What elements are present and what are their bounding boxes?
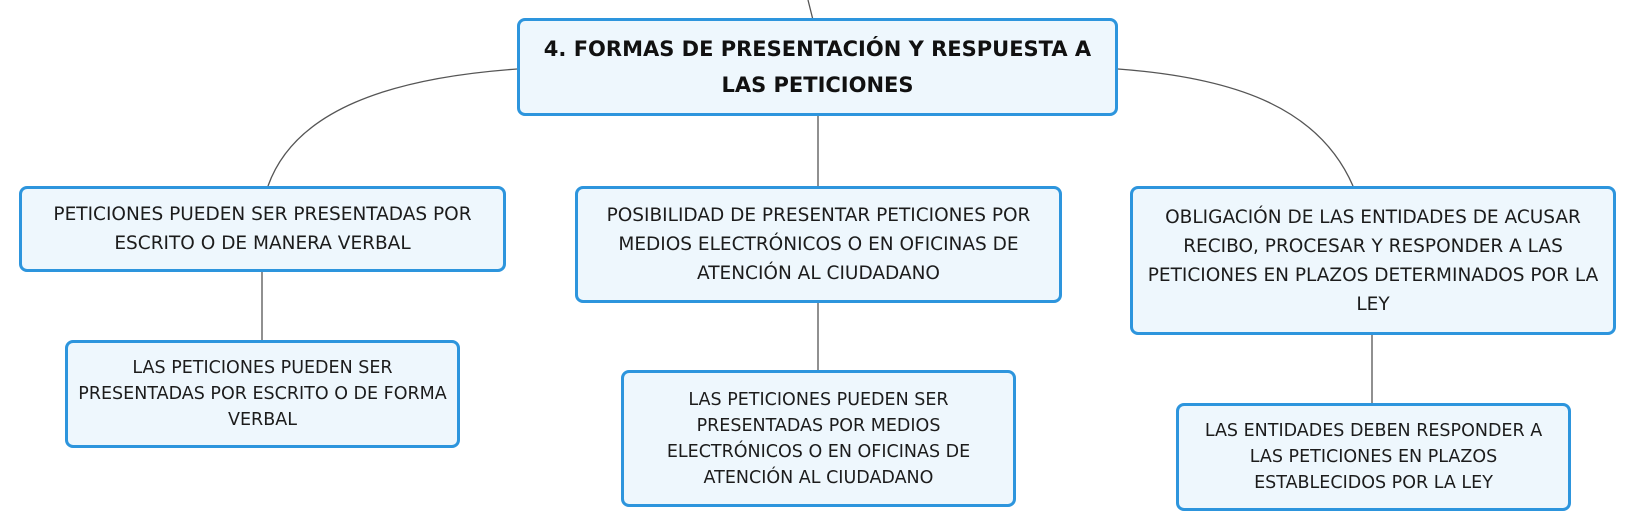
child-node-electronic-offices[interactable] bbox=[621, 370, 1016, 507]
branch-node-electronic-offices[interactable] bbox=[575, 186, 1062, 303]
branch-node-label: OBLIGACIÓN DE LAS ENTIDADES DE ACUSAR RECIBO, PROCESAR Y RESPONDER A LAS PETICIONES EN PLAZOS DETERMINADOS POR LA LEY bbox=[1147, 206, 1599, 315]
child-node-written-verbal[interactable] bbox=[65, 340, 460, 448]
branch-node-written-verbal[interactable] bbox=[19, 186, 506, 272]
connector-parent-to-root bbox=[808, 0, 813, 20]
branch-node-entity-obligation[interactable] bbox=[1130, 186, 1616, 335]
root-node[interactable] bbox=[517, 18, 1118, 116]
child-node-response-deadlines[interactable] bbox=[1176, 403, 1571, 511]
connector-root-to-branch-1 bbox=[268, 69, 517, 186]
root-node-label: 4. FORMAS DE PRESENTACIÓN Y RESPUESTA A LAS PETICIONES bbox=[543, 37, 1092, 97]
child-node-label: LAS PETICIONES PUEDEN SER PRESENTADAS POR ESCRITO O DE FORMA VERBAL bbox=[78, 358, 447, 430]
connector-root-to-branch-3 bbox=[1118, 69, 1353, 186]
child-node-label: LAS PETICIONES PUEDEN SER PRESENTADAS POR MEDIOS ELECTRÓNICOS O EN OFICINAS DE ATENCIÓN AL CIUDADANO bbox=[666, 389, 971, 488]
branch-node-label: PETICIONES PUEDEN SER PRESENTADAS POR ESCRITO O DE MANERA VERBAL bbox=[53, 204, 472, 254]
child-node-label: LAS ENTIDADES DEBEN RESPONDER A LAS PETICIONES EN PLAZOS ESTABLECIDOS POR LA LEY bbox=[1204, 421, 1543, 493]
branch-node-label: POSIBILIDAD DE PRESENTAR PETICIONES POR MEDIOS ELECTRÓNICOS O EN OFICINAS DE ATENCIÓN AL CIUDADANO bbox=[606, 205, 1031, 284]
